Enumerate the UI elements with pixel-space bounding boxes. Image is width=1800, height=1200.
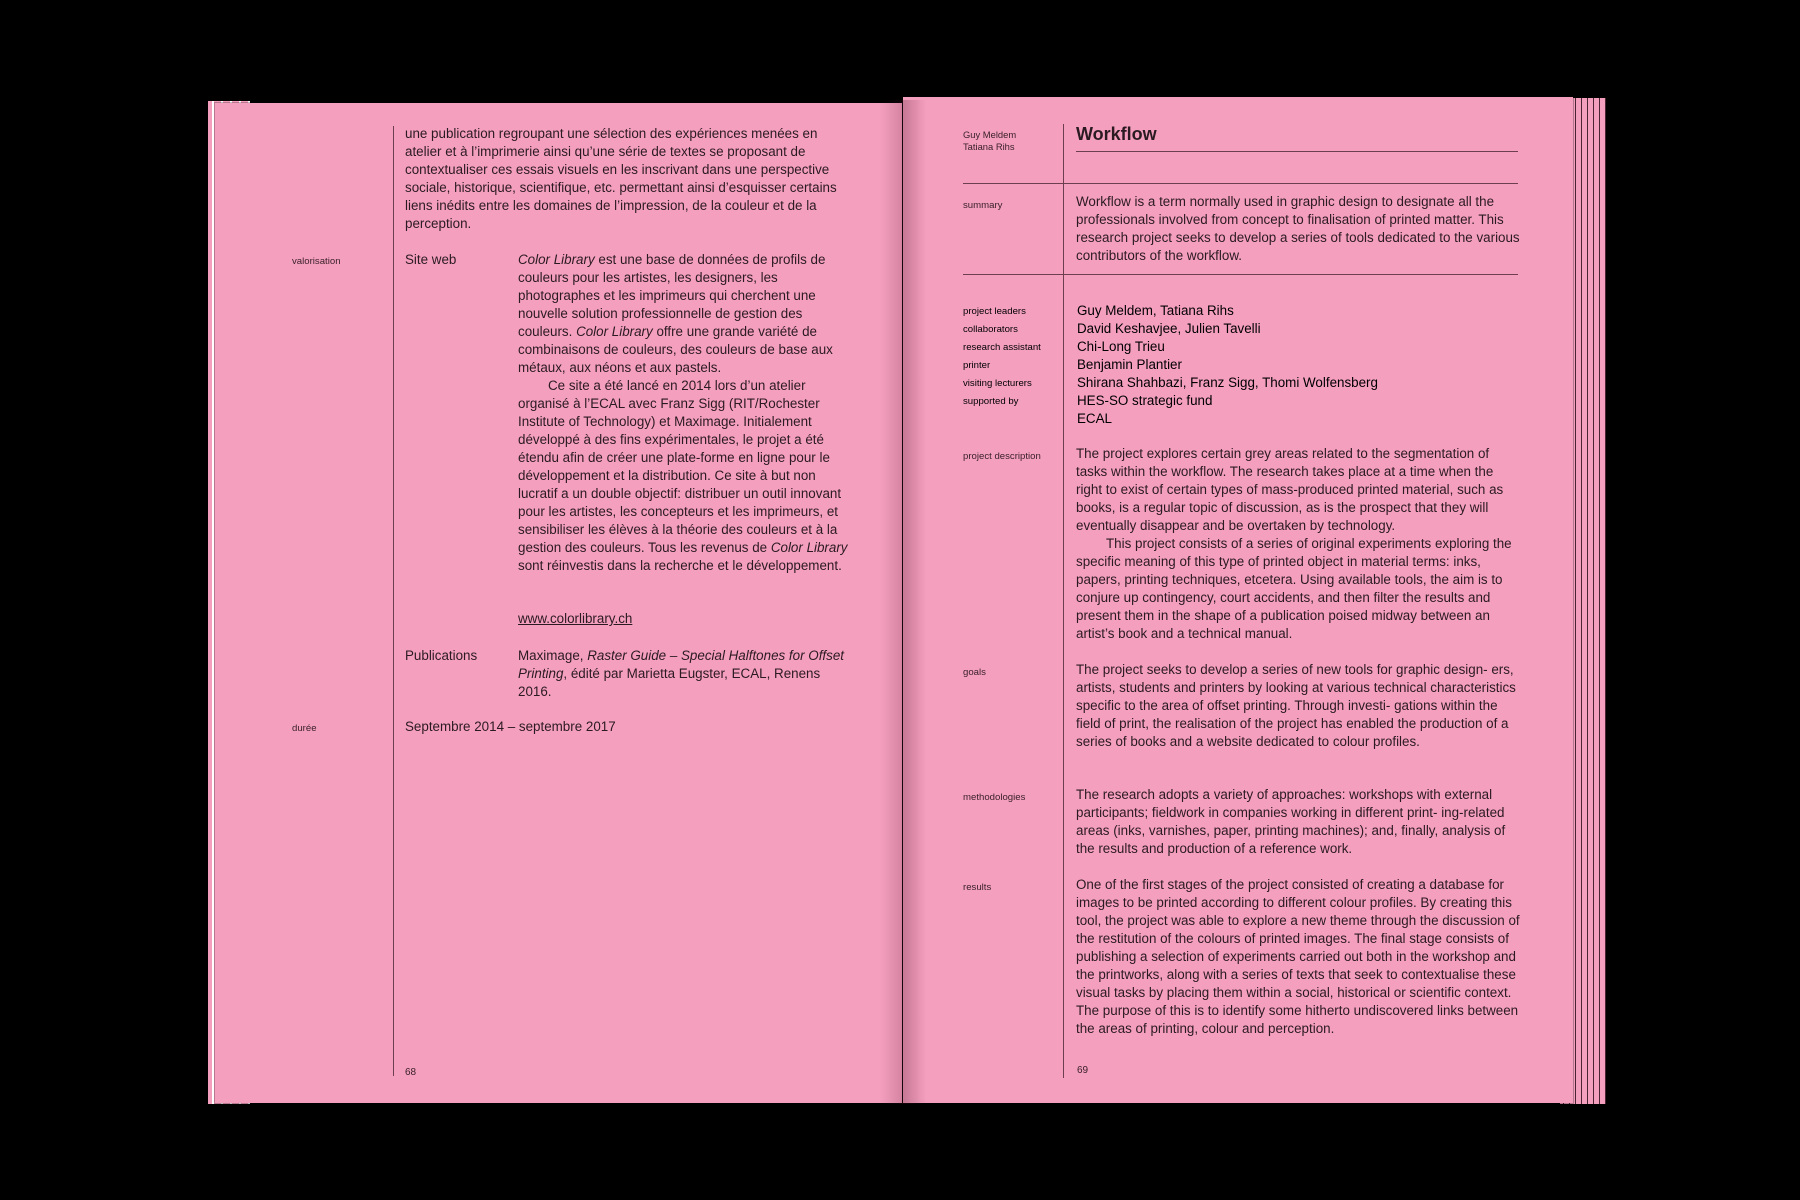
- project-description-paragraph-1: The project explores certain grey areas related to the segmentation of tasks within the workflow. The research takes place at a time when the right to exist of certain types of mass-produced printed material, such as books, is a regular topic of discussion, as is the prospect that they will eventually disappear and be overtaken by technology.: [1076, 446, 1504, 533]
- project-description-paragraph-2: This project consists of a series of original experiments exploring the specific meaning of this type of printed object in material terms: inks, papers, printing techniques, etcetera. Using available tools, the aim is to conjure up contingency, court accidents, and then filter the results and present them in the shape of a publication poised midway between an artist’s book and a technical manual.: [1076, 536, 1512, 641]
- website-link[interactable]: www.colorlibrary.ch: [518, 611, 633, 626]
- people-row-label: [963, 410, 1077, 428]
- people-row-label: research assistant: [963, 342, 1041, 353]
- site-web-description: [518, 251, 848, 575]
- people-row: [963, 356, 1523, 374]
- people-row-value: Chi-Long Trieu: [1077, 339, 1165, 354]
- people-row: [963, 338, 1523, 356]
- people-row: [963, 392, 1523, 410]
- summary-top-rule: [963, 183, 1518, 184]
- left-page-number: 68: [405, 1067, 417, 1078]
- summary-bottom-rule: [963, 274, 1518, 275]
- author-2: Tatiana Rihs: [963, 141, 1015, 152]
- people-row-label: project leaders: [963, 306, 1026, 317]
- site-web-paragraph-1: Color Library est une base de données de profils de couleurs pour les artistes, les designers, les photographes et les imprimeurs qui cherchent une nouvelle solution professionnelle de gestion des couleurs. Color Library offre une grande variété de combinaisons de couleurs, des couleurs de base aux métaux, aux néons et aux pastels.: [518, 252, 833, 375]
- people-row-label: visiting lecturers: [963, 378, 1032, 389]
- author-1: Guy Meldem: [963, 129, 1017, 140]
- left-column-rule: [393, 126, 394, 1076]
- project-description-label: project description: [963, 451, 1041, 462]
- people-list: [963, 302, 1523, 428]
- people-row: [963, 410, 1523, 428]
- intro-paragraph: une publication regroupant une sélection des expériences menées en atelier et à l’imprimerie ainsi qu’une série de textes se proposant de contextualiser ces essais visuels en les inscrivant dans une perspective sociale, historique, scientifique, etc. permettant ainsi d’esquisser certains liens inédits entre les domaines de l’impression, de la couleur et de la perception.: [405, 126, 837, 231]
- methodologies-text: The research adopts a variety of approaches: workshops with external participants; fieldwork in companies working in different print- ing-related areas (inks, varnishes, paper, printing machines); and, finally, analysis of the results and production of a reference work.: [1076, 787, 1506, 856]
- people-row-value: Guy Meldem, Tatiana Rihs: [1077, 303, 1234, 318]
- goals-label: goals: [963, 667, 986, 678]
- project-description: [1076, 445, 1521, 643]
- right-column-rule: [1063, 124, 1064, 1078]
- people-row-value: Benjamin Plantier: [1077, 357, 1182, 372]
- results-text: One of the first stages of the project consisted of creating a database for images to be printed according to different colour profiles. By creating this tool, the project was able to explore a new theme through the discussion of the restitution of the colours of printed images. The final stage consists of publishing a selection of experiments carried out both in the workshop and the printworks, along with a series of texts that seek to contextualise these visual tasks by placing them within a social, historical or scientific context. The purpose of this is to identify some hitherto undiscovered links between the areas of printing, colour and perception.: [1076, 877, 1520, 1036]
- people-row-label: supported by: [963, 396, 1019, 407]
- people-row-value: Shirana Shahbazi, Franz Sigg, Thomi Wolfensberg: [1077, 375, 1378, 390]
- summary-label: summary: [963, 200, 1003, 211]
- duree-label: durée: [292, 723, 317, 734]
- people-row-value: David Keshavjee, Julien Tavelli: [1077, 321, 1261, 336]
- people-row: [963, 302, 1523, 320]
- duree-value: Septembre 2014 – septembre 2017: [405, 719, 616, 734]
- site-web-heading: Site web: [405, 252, 457, 267]
- publications-heading: Publications: [405, 648, 478, 663]
- people-row: [963, 374, 1523, 392]
- valorisation-label: valorisation: [292, 256, 341, 267]
- right-page-number: 69: [1077, 1065, 1089, 1076]
- people-row-label: printer: [963, 360, 991, 371]
- people-row: [963, 320, 1523, 338]
- site-web-paragraph-2: Ce site a été lancé en 2014 lors d’un atelier organisé à l’ECAL avec Franz Sigg (RIT/Rochester Institute of Technology) et Maximage. Initialement développé à des fins expérimentales, le projet a été étendu afin de créer une plate-forme en ligne pour le développement et la distribution. Ce site à but non lucratif a un double objectif: distribuer un outil innovant pour les artistes, les concepteurs et les imprimeurs, et sensibiliser les élèves à la théorie des couleurs et à la gestion des couleurs. Tous les revenus de Color Library sont réinvestis dans la recherche et le développement.: [518, 378, 848, 573]
- people-row-value: ECAL: [1077, 411, 1112, 426]
- results-label: results: [963, 882, 992, 893]
- methodologies-label: methodologies: [963, 792, 1026, 803]
- summary-text: Workflow is a term normally used in graphic design to designate all the professionals involved from concept to finalisation of printed matter. This research project seeks to develop a series of tools dedicated to the various contributors of the workflow.: [1076, 194, 1520, 263]
- title-underline: [1076, 151, 1518, 152]
- goals-text: The project seeks to develop a series of new tools for graphic design- ers, artists, students and printers by looking at various technical characteristics specific to the area of offset printing. Through investi- gations within the field of print, the realisation of the project has enabled the production of a series of books and a website dedicated to colour profiles.: [1076, 662, 1516, 749]
- authors-block: [963, 129, 1016, 153]
- publications-text: Maximage, Raster Guide – Special Halftones for Offset Printing, édité par Marietta Eugster, ECAL, Renens 2016.: [518, 648, 844, 699]
- people-row-value: HES-SO strategic fund: [1077, 393, 1213, 408]
- page-title: Workflow: [1076, 124, 1157, 144]
- people-row-label: collaborators: [963, 324, 1018, 335]
